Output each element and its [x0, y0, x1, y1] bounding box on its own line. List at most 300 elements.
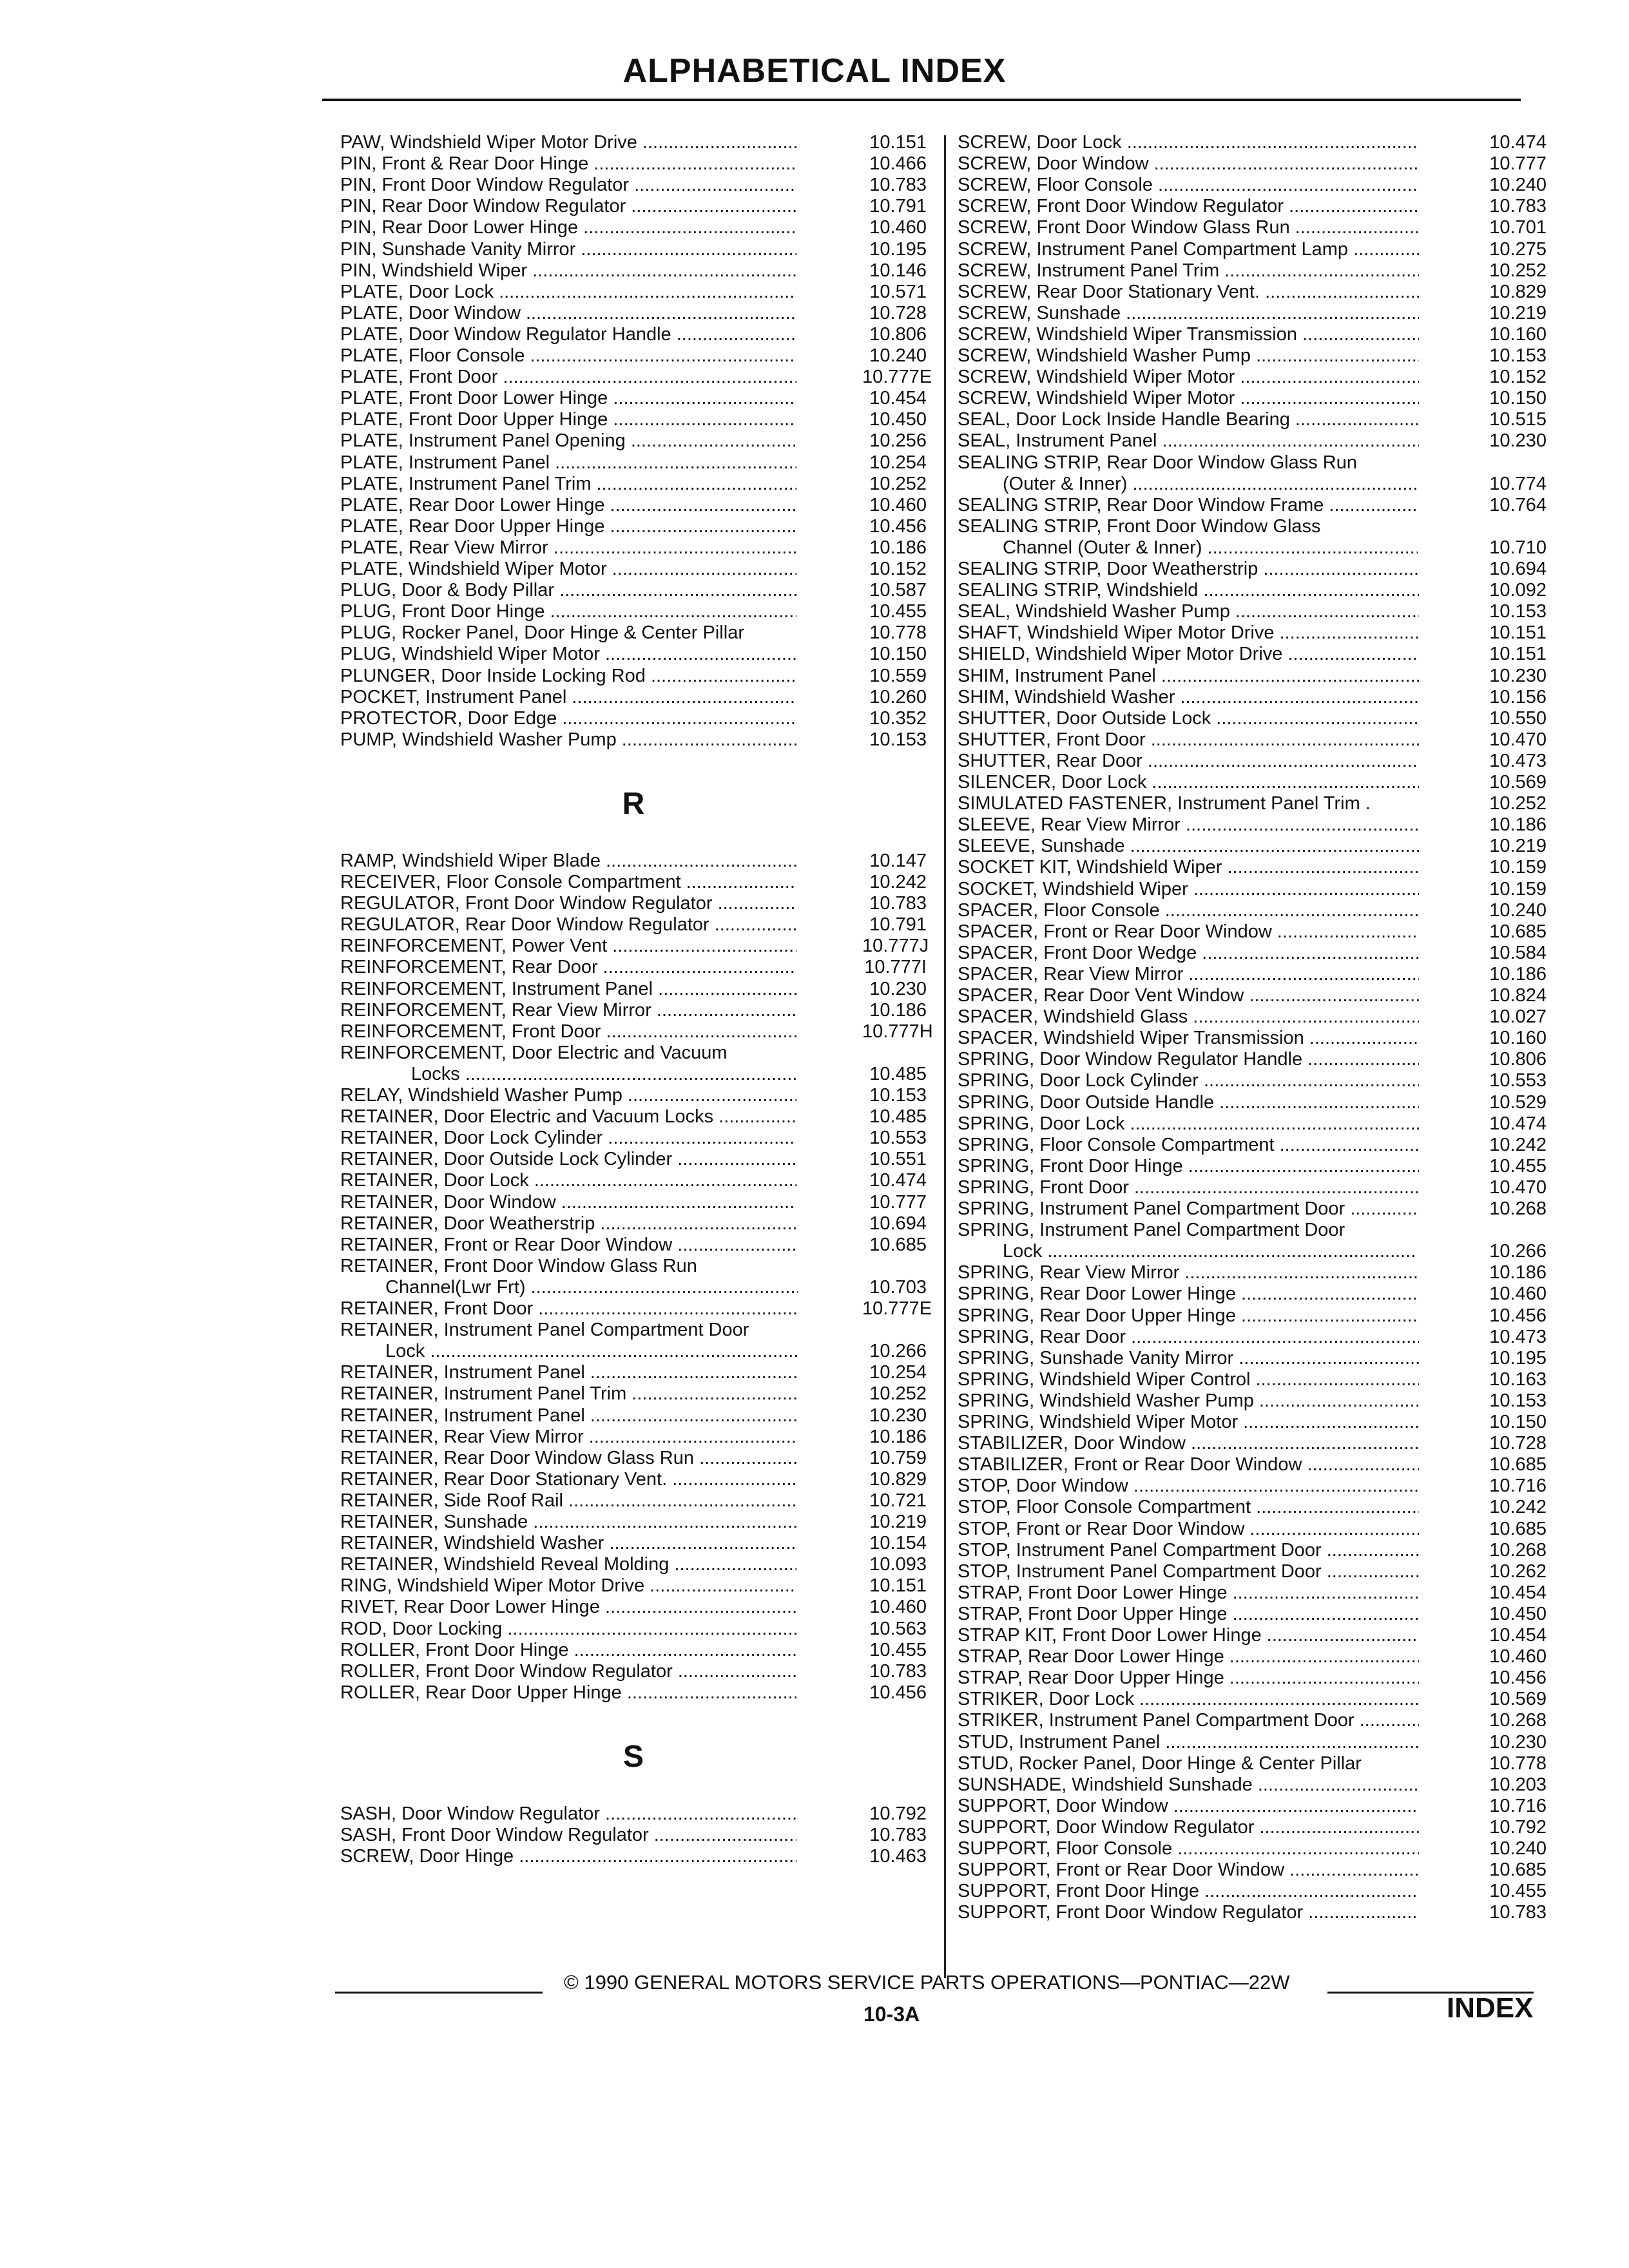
entry-page-ref: 10.460: [858, 217, 927, 238]
entry-description: PIN, Windshield Wiper .....: [340, 260, 796, 282]
index-entry: [958, 1881, 1547, 1902]
entry-description: SPRING, Windshield Washer Pump .....: [958, 1390, 1419, 1412]
index-entry: [340, 516, 927, 537]
entry-page-ref: 10.777H: [858, 1021, 927, 1043]
index-entry: [958, 409, 1547, 430]
index-entry: [958, 367, 1547, 388]
index-entry: [958, 388, 1547, 409]
entry-page-ref: 10.463: [858, 1846, 927, 1867]
index-entry: [340, 1213, 927, 1235]
entry-page-ref: 10.473: [1472, 751, 1547, 772]
entry-description: PLATE, Instrument Panel .....: [340, 452, 796, 474]
entry-description: SLEEVE, Sunshade .....: [958, 836, 1419, 857]
index-entry: [340, 1298, 932, 1320]
index-entry: [340, 1427, 927, 1448]
entry-description: STOP, Front or Rear Door Window .....: [958, 1519, 1419, 1540]
index-entry: [958, 1390, 1547, 1412]
entry-description: ROLLER, Front Door Hinge .....: [340, 1640, 796, 1661]
entry-description: SCREW, Sunshade .....: [958, 303, 1419, 324]
entry-description: RETAINER, Instrument Panel .....: [340, 1405, 796, 1427]
entry-page-ref: 10.783: [858, 175, 927, 196]
entry-page-ref: 10.584: [1472, 943, 1547, 964]
section-header: R: [622, 786, 645, 821]
entry-page-ref: 10.701: [1472, 217, 1547, 238]
index-entry: [958, 836, 1547, 857]
entry-description: STUD, Instrument Panel .....: [958, 1732, 1419, 1753]
index-entry: [340, 1192, 927, 1213]
entry-page-ref: 10.156: [1472, 687, 1547, 708]
entry-description: SUPPORT, Front Door Hinge .....: [958, 1881, 1419, 1902]
entry-description: RAMP, Windshield Wiper Blade .....: [340, 850, 796, 872]
entry-page-ref: 10.153: [1472, 601, 1547, 622]
entry-description: (Outer & Inner) .....: [1003, 474, 1418, 495]
column-divider: [944, 135, 946, 1978]
index-entry: [340, 687, 927, 708]
index-entry: [340, 1000, 927, 1021]
entry-page-ref: 10.455: [1472, 1881, 1547, 1902]
entry-page-ref: 10.454: [858, 388, 927, 409]
entry-description: RETAINER, Side Roof Rail .....: [340, 1490, 796, 1512]
entry-description: SCREW, Instrument Panel Compartment Lamp .....: [958, 239, 1419, 260]
index-entry: [340, 132, 927, 153]
index-entry: [340, 1320, 927, 1341]
index-entry: [340, 1128, 927, 1149]
index-entry: [958, 1540, 1547, 1561]
entry-page-ref: 10.559: [858, 666, 927, 687]
entry-description: STABILIZER, Door Window .....: [958, 1433, 1419, 1454]
entry-description: SCREW, Windshield Washer Pump .....: [958, 345, 1419, 367]
entry-page-ref: 10.824: [1472, 985, 1547, 1006]
entry-page-ref: 10.474: [1472, 1113, 1547, 1135]
index-entry: [340, 1383, 927, 1405]
index-entry: [958, 1817, 1547, 1838]
entry-page-ref: 10.150: [858, 644, 927, 665]
entry-page-ref: 10.716: [1472, 1475, 1547, 1497]
entry-page-ref: 10.777E: [858, 1298, 927, 1320]
index-entry: [340, 303, 927, 324]
entry-description: SCREW, Door Window .....: [958, 153, 1419, 175]
index-entry: [958, 1412, 1547, 1433]
entry-page-ref: 10.710: [1472, 537, 1547, 559]
entry-page-ref: 10.256: [858, 430, 927, 452]
entry-description: STRAP, Rear Door Upper Hinge .....: [958, 1667, 1419, 1689]
entry-description: SPRING, Front Door Hinge .....: [958, 1156, 1419, 1177]
entry-description: RETAINER, Instrument Panel Trim .....: [340, 1383, 796, 1405]
entry-description: SCREW, Front Door Window Glass Run .....: [958, 217, 1419, 238]
entry-description: PIN, Rear Door Lower Hinge .....: [340, 217, 796, 238]
index-column-right: [958, 132, 1547, 1975]
entry-page-ref: 10.474: [858, 1170, 927, 1191]
entry-page-ref: 10.470: [1472, 729, 1547, 751]
entry-description: SHUTTER, Front Door .....: [958, 729, 1419, 751]
index-entry: [958, 1902, 1547, 1923]
entry-page-ref: 10.551: [858, 1149, 927, 1170]
entry-description: SEALING STRIP, Rear Door Window Frame .....: [958, 495, 1419, 516]
entry-description: POCKET, Instrument Panel .....: [340, 687, 796, 708]
index-entry: [958, 1753, 1547, 1774]
entry-page-ref: 10.262: [1472, 1561, 1547, 1582]
index-entry: [958, 900, 1547, 921]
index-entry: [340, 537, 927, 559]
entry-page-ref: 10.252: [858, 1383, 927, 1405]
entry-description: SHUTTER, Door Outside Lock .....: [958, 708, 1419, 729]
index-entry: [340, 1043, 927, 1064]
index-entry: [958, 324, 1547, 345]
entry-page-ref: 10.778: [858, 622, 927, 644]
index-entry: [340, 622, 927, 644]
index-entry: [958, 622, 1547, 644]
entry-page-ref: 10.153: [858, 1085, 927, 1106]
entry-page-ref: 10.460: [858, 1597, 927, 1618]
index-entry: [958, 1475, 1547, 1497]
entry-page-ref: 10.230: [1472, 1732, 1547, 1753]
entry-page-ref: 10.685: [1472, 1519, 1547, 1540]
entry-description: SEALING STRIP, Front Door Window Glass: [958, 515, 1321, 537]
index-entry: [340, 1021, 933, 1043]
entry-description: SLEEVE, Rear View Mirror .....: [958, 814, 1419, 836]
entry-page-ref: 10.685: [858, 1235, 927, 1256]
entry-page-ref: 10.230: [1472, 666, 1547, 687]
index-entry: [340, 1803, 927, 1825]
entry-description: RETAINER, Front or Rear Door Window .....: [340, 1235, 796, 1256]
entry-description: SUPPORT, Door Window Regulator .....: [958, 1817, 1419, 1838]
entry-page-ref: 10.791: [858, 914, 927, 936]
entry-description: SPRING, Door Outside Handle .....: [958, 1092, 1419, 1113]
index-entry: [340, 452, 927, 474]
entry-description: SASH, Front Door Window Regulator .....: [340, 1825, 796, 1846]
entry-description: PIN, Front & Rear Door Hinge .....: [340, 153, 796, 175]
entry-page-ref: 10.685: [1472, 921, 1547, 943]
entry-description: PLATE, Door Lock .....: [340, 282, 796, 303]
entry-page-ref: 10.685: [1472, 1860, 1547, 1881]
entry-page-ref: 10.268: [1472, 1710, 1547, 1731]
entry-description: SHIM, Instrument Panel .....: [958, 666, 1419, 687]
index-entry: [958, 303, 1547, 324]
index-entry: [958, 1369, 1547, 1390]
index-entry: [340, 430, 927, 452]
entry-description: SASH, Door Window Regulator .....: [340, 1803, 796, 1825]
footer-copyright: © 1990 GENERAL MOTORS SERVICE PARTS OPERATIONS—PONTIAC—22W: [564, 1971, 1290, 1994]
entry-description: SPRING, Instrument Panel Compartment Door .....: [958, 1198, 1419, 1220]
entry-description: SPRING, Door Lock .....: [958, 1113, 1419, 1135]
entry-page-ref: 10.027: [1472, 1006, 1547, 1028]
entry-description: SPACER, Rear Door Vent Window .....: [958, 985, 1419, 1006]
entry-description: RETAINER, Rear Door Window Glass Run .....: [340, 1448, 796, 1469]
index-entry: [340, 601, 927, 622]
entry-page-ref: 10.716: [1472, 1796, 1547, 1817]
index-entry: [340, 282, 927, 303]
index-entry: [958, 580, 1547, 601]
entry-description: SHUTTER, Rear Door .....: [958, 751, 1419, 772]
entry-description: PIN, Front Door Window Regulator .....: [340, 175, 796, 196]
entry-page-ref: 10.721: [858, 1490, 927, 1512]
section-label: INDEX: [1447, 1992, 1534, 2024]
entry-description: REINFORCEMENT, Power Vent .....: [340, 936, 796, 957]
index-entry: [340, 850, 927, 872]
index-entry: [340, 979, 927, 1000]
entry-page-ref: 10.778: [1472, 1753, 1547, 1774]
entry-page-ref: 10.147: [858, 850, 927, 872]
entry-description: STABILIZER, Front or Rear Door Window .....: [958, 1454, 1419, 1475]
entry-description: STUD, Rocker Panel, Door Hinge & Center Pillar: [958, 1753, 1362, 1774]
entry-page-ref: 10.230: [858, 979, 927, 1000]
entry-description: STRIKER, Door Lock .....: [958, 1689, 1419, 1710]
index-entry: [958, 793, 1547, 814]
entry-page-ref: 10.777J: [858, 936, 927, 957]
entry-description: RETAINER, Door Window .....: [340, 1192, 796, 1213]
index-entry: [340, 1064, 927, 1085]
entry-page-ref: 10.460: [1472, 1283, 1547, 1305]
entry-description: SPRING, Door Lock Cylinder .....: [958, 1070, 1419, 1091]
index-entry: [958, 1497, 1547, 1518]
entry-page-ref: 10.694: [1472, 559, 1547, 580]
index-entry: [958, 644, 1547, 665]
entry-page-ref: 10.473: [1472, 1327, 1547, 1348]
entry-description: STRAP, Rear Door Lower Hinge .....: [958, 1646, 1419, 1667]
index-entry: [340, 217, 927, 238]
entry-page-ref: 10.219: [1472, 836, 1547, 857]
entry-description: PLATE, Floor Console .....: [340, 345, 796, 367]
entry-page-ref: 10.195: [1472, 1348, 1547, 1369]
index-entry: [340, 936, 927, 957]
index-entry: [958, 708, 1547, 729]
entry-page-ref: 10.186: [1472, 964, 1547, 985]
entry-description: REGULATOR, Rear Door Window Regulator .....: [340, 914, 796, 936]
index-entry: [958, 1838, 1547, 1860]
entry-description: SHIELD, Windshield Wiper Motor Drive .....: [958, 644, 1419, 665]
entry-description: STOP, Floor Console Compartment .....: [958, 1497, 1419, 1518]
index-entry: [958, 1198, 1547, 1220]
entry-description: SPRING, Front Door .....: [958, 1177, 1419, 1198]
footer: [335, 1968, 1547, 2001]
entry-page-ref: 10.829: [858, 1469, 927, 1490]
index-entry: [958, 772, 1547, 793]
entry-page-ref: 10.275: [1472, 239, 1547, 260]
entry-page-ref: 10.219: [1472, 303, 1547, 324]
entry-description: PROTECTOR, Door Edge .....: [340, 708, 796, 729]
entry-page-ref: 10.474: [1472, 132, 1547, 153]
index-entry: [340, 367, 932, 388]
entry-description: SCREW, Windshield Wiper Motor .....: [958, 388, 1419, 409]
entry-description: PLUG, Windshield Wiper Motor .....: [340, 644, 796, 665]
entry-page-ref: 10.254: [858, 1362, 927, 1383]
index-entry: [958, 814, 1547, 836]
index-entry: [340, 1106, 927, 1128]
entry-page-ref: 10.587: [858, 580, 927, 601]
entry-page-ref: 10.151: [1472, 644, 1547, 665]
entry-description: Channel (Outer & Inner) .....: [1003, 537, 1418, 559]
entry-description: SHIM, Windshield Washer .....: [958, 687, 1419, 708]
entry-page-ref: 10.455: [858, 1640, 927, 1661]
entry-page-ref: 10.569: [1472, 1689, 1547, 1710]
index-entry: [958, 1519, 1547, 1540]
entry-description: SPACER, Front or Rear Door Window .....: [958, 921, 1419, 943]
entry-page-ref: 10.456: [858, 516, 927, 537]
entry-page-ref: 10.268: [1472, 1540, 1547, 1561]
entry-page-ref: 10.454: [1472, 1625, 1547, 1646]
entry-page-ref: 10.470: [1472, 1177, 1547, 1198]
entry-page-ref: 10.550: [1472, 708, 1547, 729]
entry-page-ref: 10.783: [858, 1825, 927, 1846]
entry-description: SOCKET KIT, Windshield Wiper .....: [958, 857, 1419, 878]
entry-description: REINFORCEMENT, Front Door .....: [340, 1021, 796, 1043]
index-entry: [958, 1156, 1547, 1177]
entry-description: SCREW, Rear Door Stationary Vent. .....: [958, 282, 1419, 303]
entry-page-ref: 10.150: [1472, 388, 1547, 409]
entry-page-ref: 10.242: [1472, 1497, 1547, 1518]
entry-description: SPRING, Rear Door Upper Hinge .....: [958, 1305, 1419, 1327]
index-entry: [340, 1362, 927, 1383]
index-entry: [340, 1085, 927, 1106]
entry-description: RETAINER, Sunshade .....: [340, 1512, 796, 1533]
entry-page-ref: 10.151: [1472, 622, 1547, 644]
entry-page-ref: 10.553: [1472, 1070, 1547, 1091]
entry-description: STRAP KIT, Front Door Lower Hinge .....: [958, 1625, 1419, 1646]
index-entry: [340, 708, 927, 729]
index-entry: [958, 1667, 1547, 1689]
index-entry: [340, 1277, 927, 1298]
entry-description: RETAINER, Door Weatherstrip .....: [340, 1213, 796, 1235]
entry-page-ref: 10.460: [858, 495, 927, 516]
entry-page-ref: 10.450: [1472, 1604, 1547, 1625]
index-entry: [958, 1646, 1547, 1667]
index-entry: [340, 260, 927, 282]
entry-page-ref: 10.151: [858, 1575, 927, 1597]
entry-page-ref: 10.159: [1472, 879, 1547, 900]
entry-description: SEALING STRIP, Windshield .....: [958, 580, 1419, 601]
entry-description: RECEIVER, Floor Console Compartment .....: [340, 872, 796, 893]
index-entry: [958, 1710, 1547, 1731]
entry-description: STRAP, Front Door Upper Hinge .....: [958, 1604, 1419, 1625]
entry-page-ref: 10.806: [858, 324, 927, 345]
index-entry: [958, 1561, 1547, 1582]
index-entry: [958, 943, 1547, 964]
entry-page-ref: 10.240: [858, 345, 927, 367]
entry-page-ref: 10.186: [1472, 1262, 1547, 1283]
index-entry: [958, 1582, 1547, 1604]
index-entry: [340, 1341, 927, 1362]
entry-page-ref: 10.254: [858, 452, 927, 474]
entry-page-ref: 10.159: [1472, 857, 1547, 878]
entry-page-ref: 10.252: [1472, 260, 1547, 282]
index-entry: [958, 1070, 1547, 1091]
entry-description: SUPPORT, Door Window .....: [958, 1796, 1419, 1817]
index-entry: [340, 729, 927, 751]
index-entry: [340, 1149, 927, 1170]
entry-page-ref: 10.685: [1472, 1454, 1547, 1475]
index-entry: [958, 1454, 1547, 1475]
index-entry: [958, 1113, 1547, 1135]
entry-description: PLUG, Front Door Hinge .....: [340, 601, 796, 622]
entry-description: RETAINER, Front Door .....: [340, 1298, 796, 1320]
entry-description: PLATE, Door Window .....: [340, 303, 796, 324]
entry-description: PLATE, Windshield Wiper Motor .....: [340, 559, 796, 580]
entry-page-ref: 10.352: [858, 708, 927, 729]
entry-description: SEALING STRIP, Rear Door Window Glass Run: [958, 452, 1357, 473]
entry-description: Channel(Lwr Frt) .....: [385, 1277, 798, 1298]
entry-description: RETAINER, Instrument Panel Compartment Door: [340, 1320, 749, 1341]
entry-page-ref: 10.806: [1472, 1049, 1547, 1070]
index-entry: [958, 1433, 1547, 1454]
entry-page-ref: 10.792: [858, 1803, 927, 1825]
entry-page-ref: 10.151: [858, 132, 927, 153]
entry-description: RETAINER, Door Electric and Vacuum Locks .....: [340, 1106, 796, 1128]
entry-page-ref: 10.563: [858, 1619, 927, 1640]
entry-page-ref: 10.783: [1472, 196, 1547, 217]
index-entry: [958, 1796, 1547, 1817]
entry-page-ref: 10.150: [1472, 1412, 1547, 1433]
entry-description: Locks .....: [411, 1064, 798, 1085]
entry-page-ref: 10.152: [1472, 367, 1547, 388]
entry-description: PLATE, Front Door Lower Hinge .....: [340, 388, 796, 409]
index-entry: [340, 1469, 927, 1490]
entry-description: SPRING, Windshield Wiper Control .....: [958, 1369, 1419, 1390]
index-entry: [958, 1177, 1547, 1198]
entry-page-ref: 10.186: [858, 1427, 927, 1448]
entry-description: ROLLER, Front Door Window Regulator .....: [340, 1661, 796, 1682]
entry-page-ref: 10.093: [858, 1554, 927, 1575]
entry-description: SPRING, Rear View Mirror .....: [958, 1262, 1419, 1283]
index-entry: [958, 879, 1547, 900]
entry-description: ROLLER, Rear Door Upper Hinge .....: [340, 1682, 796, 1704]
entry-description: Lock .....: [385, 1341, 798, 1362]
index-entry: [340, 1682, 927, 1704]
entry-page-ref: 10.728: [858, 303, 927, 324]
entry-description: STRAP, Front Door Lower Hinge .....: [958, 1582, 1419, 1604]
index-entry: [958, 430, 1547, 452]
index-entry: [958, 1028, 1547, 1049]
entry-description: PAW, Windshield Wiper Motor Drive .....: [340, 132, 796, 153]
index-entry: [958, 1774, 1547, 1796]
entry-description: SPACER, Windshield Wiper Transmission .....: [958, 1028, 1419, 1049]
entry-description: SPACER, Windshield Glass .....: [958, 1006, 1419, 1028]
entry-page-ref: 10.777I: [858, 957, 927, 978]
entry-page-ref: 10.092: [1472, 580, 1547, 601]
entry-page-ref: 10.777E: [858, 367, 927, 388]
index-entry: [340, 644, 927, 665]
index-entry: [340, 175, 927, 196]
entry-description: SPACER, Rear View Mirror .....: [958, 964, 1419, 985]
entry-description: RETAINER, Rear Door Stationary Vent. .....: [340, 1469, 796, 1490]
entry-page-ref: 10.792: [1472, 1817, 1547, 1838]
entry-page-ref: 10.186: [858, 537, 927, 559]
entry-description: RETAINER, Instrument Panel .....: [340, 1362, 796, 1383]
entry-description: SPRING, Sunshade Vanity Mirror .....: [958, 1348, 1419, 1369]
entry-description: PUMP, Windshield Washer Pump .....: [340, 729, 796, 751]
entry-description: RETAINER, Windshield Washer .....: [340, 1533, 796, 1554]
entry-description: SUNSHADE, Windshield Sunshade .....: [958, 1774, 1419, 1796]
entry-description: REINFORCEMENT, Door Electric and Vacuum: [340, 1042, 728, 1063]
entry-description: SHAFT, Windshield Wiper Motor Drive .....: [958, 622, 1419, 644]
entry-page-ref: 10.160: [1472, 1028, 1547, 1049]
entry-page-ref: 10.153: [1472, 1390, 1547, 1412]
index-entry: [340, 474, 927, 495]
index-entry: [340, 1235, 927, 1256]
entry-description: SUPPORT, Floor Console .....: [958, 1838, 1419, 1860]
entry-page-ref: 10.252: [858, 474, 927, 495]
index-entry: [340, 1533, 927, 1554]
entry-description: PLATE, Front Door .....: [340, 367, 796, 388]
entry-page-ref: 10.195: [858, 239, 927, 260]
entry-description: SCREW, Windshield Wiper Transmission .....: [958, 324, 1419, 345]
entry-page-ref: 10.485: [858, 1064, 927, 1085]
index-entry: [958, 985, 1547, 1006]
index-entry: [958, 1732, 1547, 1753]
index-entry: [958, 474, 1547, 495]
entry-page-ref: 10.153: [1472, 345, 1547, 367]
entry-description: STOP, Door Window .....: [958, 1475, 1419, 1497]
index-entry: [958, 260, 1547, 282]
